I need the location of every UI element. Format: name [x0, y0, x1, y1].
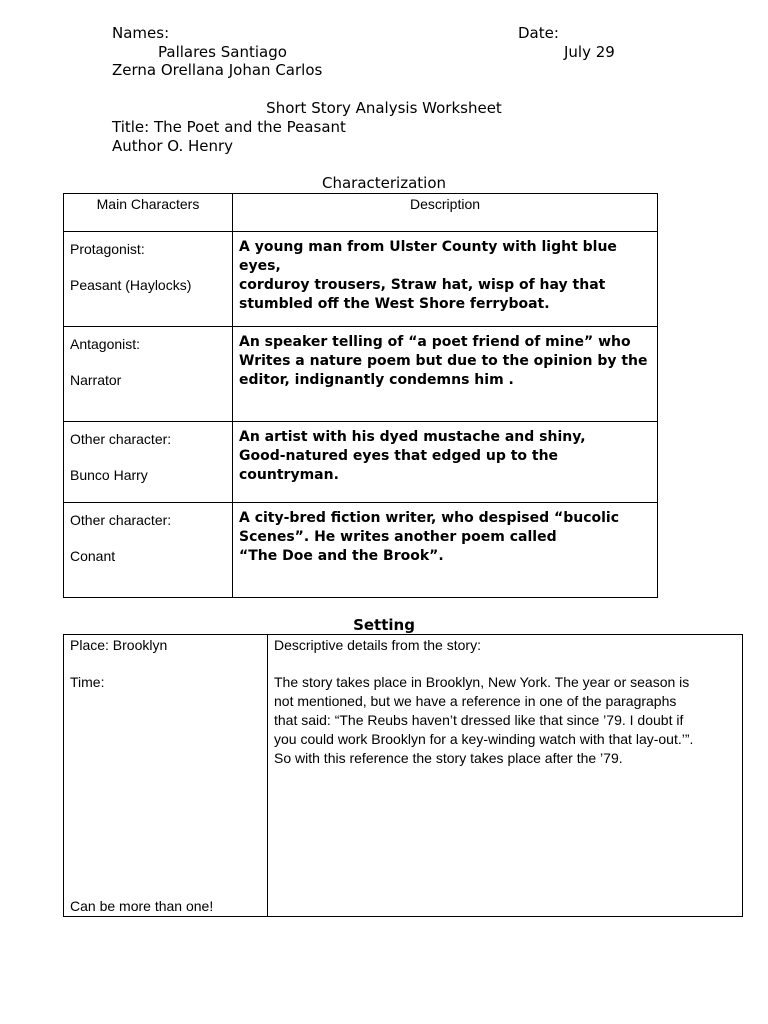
- description-line: editor, indignantly condemns him .: [239, 372, 514, 388]
- description-line: “The Doe and the Brook”.: [239, 548, 444, 564]
- story-title: Title: The Poet and the Peasant: [112, 118, 346, 136]
- setting-detail-line: The story takes place in Brooklyn, New York. The year or season is: [274, 674, 690, 690]
- character-name: Bunco Harry: [70, 467, 148, 483]
- setting-detail-line: not mentioned, but we have a reference in one of the paragraphs: [274, 693, 677, 709]
- character-name: Peasant (Haylocks): [70, 277, 192, 293]
- description-line: An artist with his dyed mustache and shiny,: [239, 429, 586, 445]
- character-cell: [64, 327, 233, 422]
- student-name-1: Pallares Santiago: [158, 43, 287, 61]
- description-line: A city-bred fiction writer, who despised “bucolic: [239, 510, 620, 526]
- description-line: A young man from Ulster County with light blue eyes,: [239, 239, 617, 274]
- setting-details-cell: [268, 635, 743, 917]
- col-main-characters: Main Characters: [64, 194, 233, 232]
- characterization-table: [63, 193, 658, 598]
- setting-place-time-cell: [64, 635, 268, 917]
- table-row: [64, 327, 658, 422]
- description-cell: [233, 327, 658, 422]
- character-role: Protagonist:: [70, 241, 145, 257]
- table-row: [64, 232, 658, 327]
- setting-note: Can be more than one!: [70, 898, 214, 914]
- setting-heading: Setting: [353, 616, 415, 634]
- setting-detail-line: you could work Brooklyn for a key-winding watch with that lay-out.’”.: [274, 731, 694, 747]
- character-cell: [64, 232, 233, 327]
- character-name: Narrator: [70, 372, 122, 388]
- names-label: Names:: [112, 24, 170, 42]
- description-line: An speaker telling of “a poet friend of mine” who: [239, 334, 631, 350]
- description-cell: [233, 422, 658, 503]
- description-line: Writes a nature poem but due to the opinion by the: [239, 353, 648, 369]
- setting-table: [63, 634, 743, 917]
- characterization-heading: Characterization: [321, 174, 447, 192]
- character-role: Antagonist:: [70, 336, 141, 352]
- setting-detail-line: So with this reference the story takes place after the ’79.: [274, 750, 623, 766]
- description-line: stumbled off the West Shore ferryboat.: [239, 296, 550, 312]
- setting-detail-line: that said: “The Reubs haven’t dressed like that since ’79. I doubt if: [274, 712, 684, 728]
- table-row: [64, 422, 658, 503]
- setting-details-label: Descriptive details from the story:: [274, 637, 481, 653]
- story-author: Author O. Henry: [112, 137, 234, 155]
- character-cell: [64, 422, 233, 503]
- character-role: Other character:: [70, 431, 172, 447]
- description-line: corduroy trousers, Straw hat, wisp of hay that: [239, 277, 606, 293]
- setting-time: Time:: [70, 674, 105, 690]
- date-label: Date:: [518, 24, 559, 42]
- setting-row: [64, 635, 743, 917]
- description-cell: [233, 232, 658, 327]
- description-cell: [233, 503, 658, 598]
- col-description: Description: [233, 194, 658, 232]
- characterization-header-row: [64, 194, 658, 232]
- character-role: Other character:: [70, 512, 172, 528]
- date-value: July 29: [564, 43, 615, 61]
- setting-place: Place: Brooklyn: [70, 637, 168, 653]
- table-row: [64, 503, 658, 598]
- description-line: Good-natured eyes that edged up to the countryman.: [239, 448, 559, 483]
- character-name: Conant: [70, 548, 116, 564]
- character-cell: [64, 503, 233, 598]
- description-line: Scenes”. He writes another poem called: [239, 529, 557, 545]
- worksheet-title: Short Story Analysis Worksheet: [266, 99, 502, 117]
- student-name-2: Zerna Orellana Johan Carlos: [112, 61, 323, 79]
